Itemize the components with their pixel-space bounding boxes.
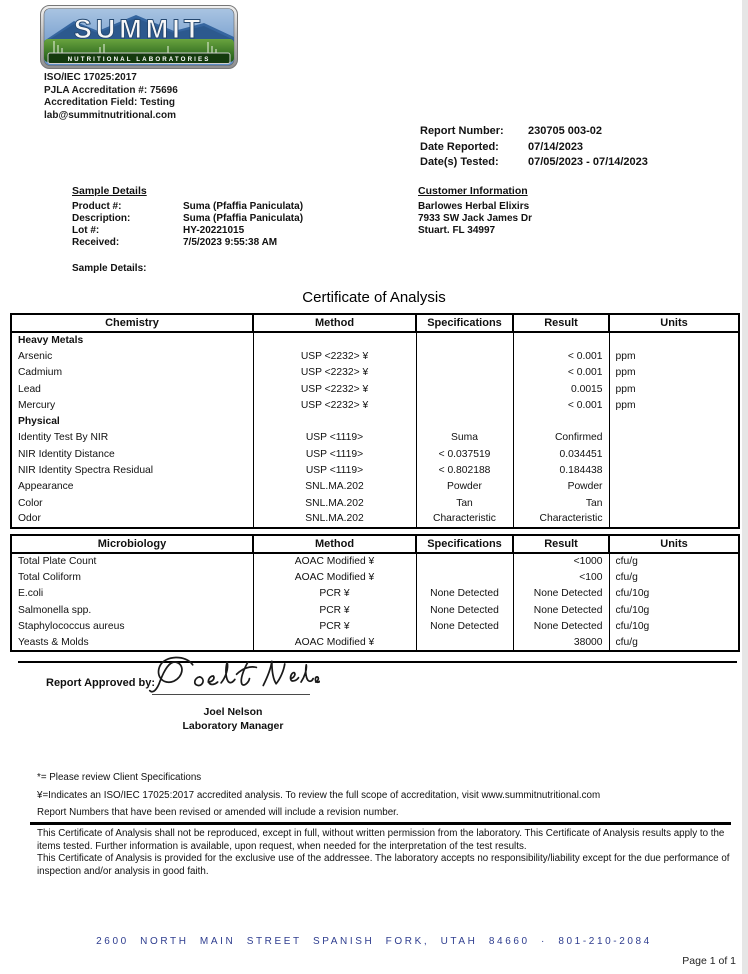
column-header: Microbiology <box>11 535 253 553</box>
cell: Color <box>18 497 43 509</box>
sample-details-heading: Sample Details <box>72 185 147 197</box>
cell: cfu/10g <box>609 618 739 634</box>
cell: E.coli <box>18 588 44 600</box>
cell: Appearance <box>18 481 74 493</box>
cell: USP <2232> ¥ <box>253 348 416 364</box>
cell <box>416 413 513 429</box>
cell <box>513 413 609 429</box>
customer-information-block <box>418 186 532 237</box>
report-info-block <box>420 124 648 171</box>
cell: <1000 <box>513 553 609 569</box>
disclaimer-block <box>37 828 737 879</box>
cell: Yeasts & Molds <box>18 636 89 648</box>
description-row <box>72 213 303 225</box>
lot-row <box>72 225 303 237</box>
report-number-row <box>420 124 648 140</box>
chemistry-header-row <box>11 314 739 332</box>
cell <box>416 381 513 397</box>
cell: USP <1119> <box>253 446 416 462</box>
description-value: Suma (Pfaffia Paniculata) <box>183 212 304 224</box>
cell: USP <1119> <box>253 462 416 478</box>
customer-name: Barlowes Herbal Elixirs <box>418 200 530 212</box>
cell: USP <2232> ¥ <box>253 397 416 413</box>
date-reported-row <box>420 140 648 156</box>
disclaimer-paragraph-2: This Certificate of Analysis is provided for the exclusive use of the addressee. The laboratory accepts no responsibility/liability except for the due performance of inspection and/or analysis in good faith. <box>37 853 730 878</box>
cell: AOAC Modified ¥ <box>253 569 416 585</box>
data-row <box>11 397 739 413</box>
cell: Tan <box>416 495 513 511</box>
cell: Physical <box>18 416 60 428</box>
lot-value: HY-20221015 <box>183 224 245 236</box>
page-title: Certificate of Analysis <box>302 289 446 306</box>
cell <box>609 479 739 495</box>
cell: ppm <box>609 397 739 413</box>
cell: Powder <box>513 479 609 495</box>
accreditation-block <box>44 72 178 122</box>
cell: USP <2232> ¥ <box>253 365 416 381</box>
data-row <box>11 602 739 618</box>
cell: USP <2232> ¥ <box>253 381 416 397</box>
cell: Characteristic <box>416 511 513 527</box>
customer-city: Stuart. FL 34997 <box>418 224 496 236</box>
cell: cfu/10g <box>609 586 739 602</box>
received-row <box>72 237 303 249</box>
cell: ppm <box>609 348 739 364</box>
product-row <box>72 201 303 213</box>
received-value: 7/5/2023 9:55:38 AM <box>183 236 278 248</box>
cell <box>416 365 513 381</box>
column-header: Specifications <box>416 314 513 332</box>
cell: Salmonella spp. <box>18 604 92 616</box>
cell <box>609 430 739 446</box>
cell <box>609 332 739 348</box>
cell <box>609 446 739 462</box>
cell: 38000 <box>513 634 609 650</box>
cell: 0.0015 <box>513 381 609 397</box>
data-row <box>11 511 739 527</box>
cell: cfu/g <box>609 553 739 569</box>
data-row <box>11 586 739 602</box>
data-row <box>11 365 739 381</box>
description-label: Description: <box>72 212 131 224</box>
sample-details-secondary-label: Sample Details: <box>72 263 147 274</box>
signature-underline <box>152 694 310 695</box>
cell: None Detected <box>416 586 513 602</box>
cell <box>416 553 513 569</box>
cell: Staphylococcus aureus <box>18 620 125 632</box>
cell: Total Plate Count <box>18 556 97 568</box>
cell: < 0.802188 <box>416 462 513 478</box>
data-row <box>11 348 739 364</box>
customer-information-heading: Customer Information <box>418 185 528 197</box>
cell <box>416 348 513 364</box>
received-label: Received: <box>72 236 120 248</box>
footnotes-block <box>37 769 600 822</box>
cell: Arsenic <box>18 350 53 362</box>
cell: None Detected <box>416 618 513 634</box>
cell: None Detected <box>416 602 513 618</box>
cell: ppm <box>609 381 739 397</box>
dates-tested-label: Date(s) Tested: <box>420 156 499 168</box>
summit-logo <box>40 5 238 69</box>
cell: cfu/g <box>609 634 739 650</box>
lab-email: lab@summitnutritional.com <box>44 109 176 121</box>
cell: Heavy Metals <box>18 335 84 347</box>
date-reported-value: 07/14/2023 <box>528 140 584 153</box>
logo-title: SUMMIT <box>73 14 205 44</box>
page-number: Page 1 of 1 <box>682 955 736 967</box>
scan-edge <box>742 0 748 974</box>
report-approved-by-label: Report Approved by: <box>46 677 155 689</box>
dates-tested-value: 07/05/2023 - 07/14/2023 <box>528 156 648 168</box>
cell: <100 <box>513 569 609 585</box>
data-row <box>11 430 739 446</box>
cell <box>416 569 513 585</box>
cell: Tan <box>513 495 609 511</box>
cell: PCR ¥ <box>253 602 416 618</box>
lot-label: Lot #: <box>72 224 100 236</box>
cell: SNL.MA.202 <box>253 511 416 527</box>
cell: PCR ¥ <box>253 586 416 602</box>
summit-logo-icon <box>40 5 238 69</box>
section-row <box>11 332 739 348</box>
chemistry-table <box>10 313 740 529</box>
cell: SNL.MA.202 <box>253 479 416 495</box>
cell <box>416 397 513 413</box>
cell: AOAC Modified ¥ <box>253 634 416 650</box>
cell <box>416 634 513 650</box>
cell: Lead <box>18 383 41 395</box>
microbiology-header-row <box>11 535 739 553</box>
cell: < 0.001 <box>513 348 609 364</box>
cell: Identity Test By NIR <box>18 432 109 444</box>
report-number-label: Report Number: <box>420 125 504 137</box>
column-header: Result <box>513 535 609 553</box>
product-label: Product #: <box>72 200 122 212</box>
divider-line <box>18 661 737 663</box>
cell: None Detected <box>513 586 609 602</box>
column-header: Specifications <box>416 535 513 553</box>
cell: NIR Identity Spectra Residual <box>18 465 154 477</box>
product-value: Suma (Pfaffia Paniculata) <box>183 200 304 212</box>
iso-line: ISO/IEC 17025:2017 <box>44 72 137 83</box>
cell: Characteristic <box>513 511 609 527</box>
signer-title: Laboratory Manager <box>182 720 284 732</box>
lab-address: 2600 NORTH MAIN STREET SPANISH FORK, UTAH 84660 · 801-210-2084 <box>96 936 652 947</box>
field-line: Accreditation Field: Testing <box>44 97 175 109</box>
cell: Odor <box>18 513 41 525</box>
cell: Powder <box>416 479 513 495</box>
cell <box>253 332 416 348</box>
data-row <box>11 569 739 585</box>
cell: SNL.MA.202 <box>253 495 416 511</box>
cell: Mercury <box>18 399 56 411</box>
pjla-line: PJLA Accreditation #: 75696 <box>44 84 178 96</box>
signer-name: Joel Nelson <box>203 706 263 718</box>
cell: Total Coliform <box>18 571 81 583</box>
cell: Confirmed <box>513 430 609 446</box>
cell: < 0.001 <box>513 365 609 381</box>
column-header: Method <box>253 314 416 332</box>
logo-subtitle: NUTRITIONAL LABORATORIES <box>67 56 211 64</box>
data-row <box>11 381 739 397</box>
cell <box>609 462 739 478</box>
cell: Cadmium <box>18 367 63 379</box>
cell <box>609 511 739 527</box>
data-row <box>11 479 739 495</box>
cell: 0.184438 <box>513 462 609 478</box>
cell: None Detected <box>513 618 609 634</box>
column-header: Units <box>609 535 739 553</box>
cell: PCR ¥ <box>253 618 416 634</box>
data-row <box>11 462 739 478</box>
cell: NIR Identity Distance <box>18 448 115 460</box>
cell: 0.034451 <box>513 446 609 462</box>
cell: < 0.001 <box>513 397 609 413</box>
date-reported-label: Date Reported: <box>420 140 499 153</box>
disclaimer-paragraph-1: This Certificate of Analysis shall not be reproduced, except in full, without written permission from the laboratory. This Certificate of Analysis results apply to the items tested. Further information is available, upon request, when needed for the interpretation of the test results. <box>37 828 725 852</box>
cell <box>253 413 416 429</box>
footnote-accredited-analysis: ¥=Indicates an ISO/IEC 17025:2017 accredited analysis. To review the full scope of accreditation, visit www.summitnutritional.com <box>37 789 601 801</box>
column-header: Method <box>253 535 416 553</box>
sample-details-block <box>72 186 303 249</box>
data-row <box>11 618 739 634</box>
cell: cfu/g <box>609 569 739 585</box>
column-header: Chemistry <box>11 314 253 332</box>
footnote-revision: Report Numbers that have been revised or amended will include a revision number. <box>37 807 399 819</box>
data-row <box>11 553 739 569</box>
cell <box>609 413 739 429</box>
column-header: Result <box>513 314 609 332</box>
thick-divider-line <box>30 822 731 825</box>
data-row <box>11 495 739 511</box>
customer-street: 7933 SW Jack James Dr <box>418 212 532 224</box>
column-header: Units <box>609 314 739 332</box>
data-row <box>11 446 739 462</box>
cell <box>609 495 739 511</box>
cell: USP <1119> <box>253 430 416 446</box>
report-number-value: 230705 003-02 <box>528 125 603 137</box>
cell: ppm <box>609 365 739 381</box>
section-row <box>11 413 739 429</box>
cell: cfu/10g <box>609 602 739 618</box>
cell <box>416 332 513 348</box>
microbiology-table <box>10 534 740 652</box>
data-row <box>11 634 739 650</box>
cell: None Detected <box>513 602 609 618</box>
cell: AOAC Modified ¥ <box>253 553 416 569</box>
dates-tested-row <box>420 155 648 171</box>
footnote-client-specs: *= Please review Client Specifications <box>37 772 202 783</box>
cell: < 0.037519 <box>416 446 513 462</box>
cell <box>513 332 609 348</box>
cell: Suma <box>416 430 513 446</box>
